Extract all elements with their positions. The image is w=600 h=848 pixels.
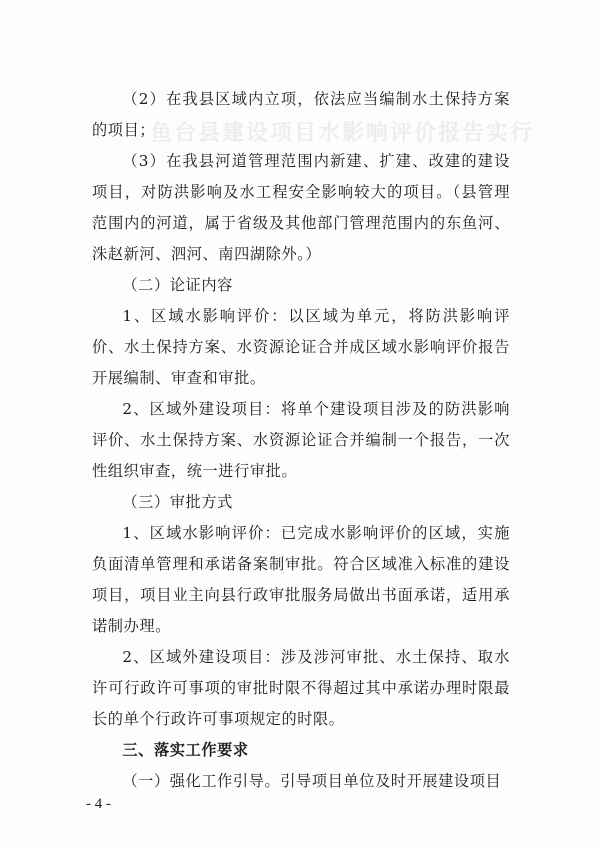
bleed-through-text: 鱼台县建设项目水影响评价报告实行	[150, 120, 535, 146]
section-heading-argument-content: （二）论证内容	[122, 276, 233, 294]
paragraph-regional-water-impact: 1、区域水影响评价：以区域为单元，将防洪影响评价、水土保持方案、水资源论证合并成区域水影响评价报告开展编制、审查和审批。	[92, 307, 510, 387]
section-heading-approval-method: （三）审批方式	[122, 493, 233, 511]
document-body	[92, 84, 510, 797]
section-heading-implementation: 三、落实工作要求	[122, 741, 249, 759]
paragraph-out-of-region-approval: 2、区域外建设项目：涉及涉河审批、水土保持、取水许可行政许可事项的审批时限不得超过其中承诺办理时限最长的单个行政许可事项规定的时限。	[92, 648, 510, 728]
paragraph-out-of-region-project: 2、区域外建设项目：将单个建设项目涉及的防洪影响评价、水土保持方案、水资源论证合并编制一个报告，一次性组织审查，统一进行审批。	[92, 400, 510, 480]
paragraph-item-3: （3）在我县河道管理范围内新建、扩建、改建的建设项目，对防洪影响及水工程安全影响较大的项目。（县管理范围内的河道，属于省级及其他部门管理范围内的东鱼河、洙赵新河、泗河、南四湖除外。）	[92, 152, 510, 263]
paragraph-regional-approval: 1、区域水影响评价：已完成水影响评价的区域，实施负面清单管理和承诺备案制审批。符合区域准入标准的建设项目，项目业主向县行政审批服务局做出书面承诺，适用承诺制办理。	[92, 524, 510, 635]
page-number: - 4 -	[86, 796, 111, 812]
paragraph-work-guidance: （一）强化工作引导。引导项目单位及时开展建设项目	[122, 772, 502, 790]
paragraph-item-2: （2）在我县区域内立项，依法应当编制水土保持方案的项目；	[92, 90, 510, 139]
